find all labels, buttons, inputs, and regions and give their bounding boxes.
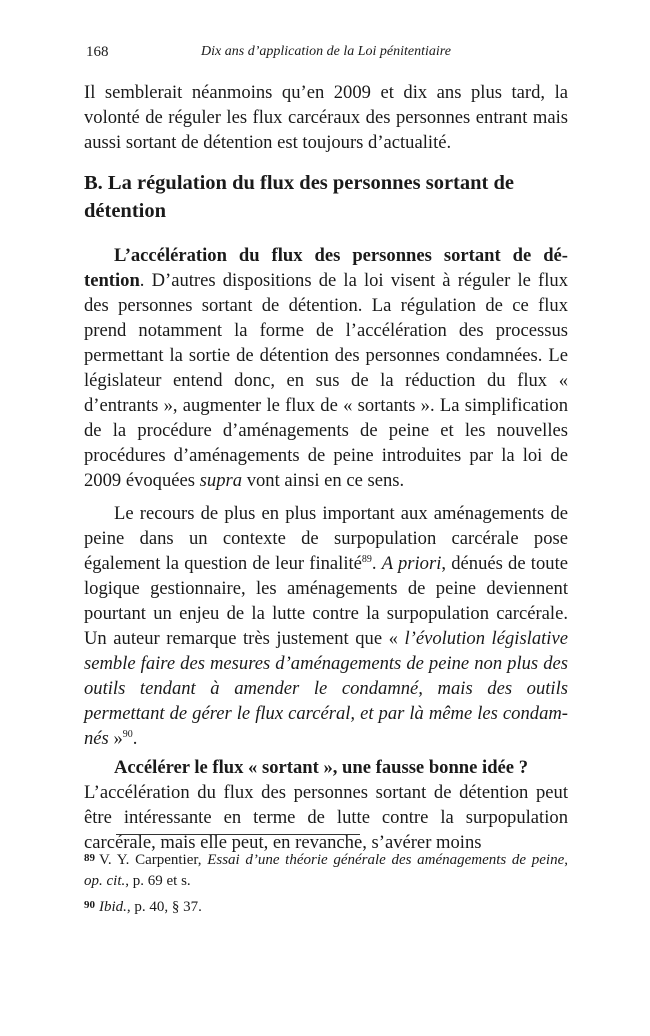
- paragraph-recours: Le recours de plus en plus important aux aménagements de peine dans un contexte de surpopulation carcérale pose également la question de leur finalité$^{89}$. A priori, dénués de toute logique gestionnaire, les aménagements de peine deviennent pourtant un enjeu de la lutte contre la surpopulation carcérale. Un auteur remarque très justement que « l’évolution législative semble faire des mesures d’aménagements de peine non plus des outils tendant à amender le condamné, mais des outils permettant de gérer le flux carcéral, et par là même les condamnés »$^{90}$.: [84, 503, 568, 749]
- footnote-90: $^{90}$ Ibid., p. 40, § 37.: [84, 899, 202, 915]
- paragraph-lead: Accélérer le flux « sortant », une fausse bonne idée ?: [114, 757, 529, 778]
- footnote-89: $^{89}$ V. Y. Carpentier, Essai d’une théorie générale des aménagements de peine, op. cit., p. 69 et s.: [84, 852, 568, 889]
- footnote-ref-89[interactable]: 89: [361, 554, 372, 565]
- footnote-ref-90[interactable]: 90: [122, 729, 133, 740]
- paragraph-fausse-idee-body: L’accélération du flux des personnes sortant de détention peut être intéressante en terme de lutte contre la surpopulation carcérale, mais elle peut, en revanche, s’avérer moins: [84, 782, 568, 853]
- paragraph-intro: Il semblerait néanmoins qu’en 2009 et dix ans plus tard, la volonté de réguler les flux carcéraux des personnes entrant mais aussi sortant de détention est toujours d’actualité.: [84, 82, 568, 153]
- section-heading: B. La régulation du flux des personnes sortant de détention: [84, 172, 514, 222]
- page-number: 168: [86, 44, 109, 60]
- paragraph-fausse-idee: [84, 755, 568, 780]
- footnotes: [84, 848, 568, 921]
- body-text: [84, 80, 568, 855]
- running-title: Dix ans d’application de la Loi pénitentiaire: [201, 44, 451, 59]
- paragraph-lead: L’accélération du flux des personnes sortant de détention: [84, 245, 568, 291]
- block-quote: l’évolution législative semble faire des mesures d’aménagements de peine non plus des outils tendant à amender le condamné, mais des outils permettant de gérer le flux carcéral, et par là même les condamnés: [84, 628, 568, 749]
- footnote-separator: [116, 834, 360, 835]
- paragraph-acceleration: L’accélération du flux des personnes sortant de détention. D’autres dispositions de la loi visent à réguler le flux des personnes sortant de détention. La régulation de ce flux prend notamment la forme de l’accélération des processus permettant la sortie de détention des personnes condamnées. Le législateur entend donc, en sus de la réduction du flux « d’entrants », augmenter le flux de « sortants ». La simplification de la procédure d’aménagements de peine et les nouvelles procédures d’aménagements de peine introduites par la loi de 2009 évoquées supra vont ainsi en ce sens.: [84, 245, 568, 491]
- page-header: [84, 44, 568, 64]
